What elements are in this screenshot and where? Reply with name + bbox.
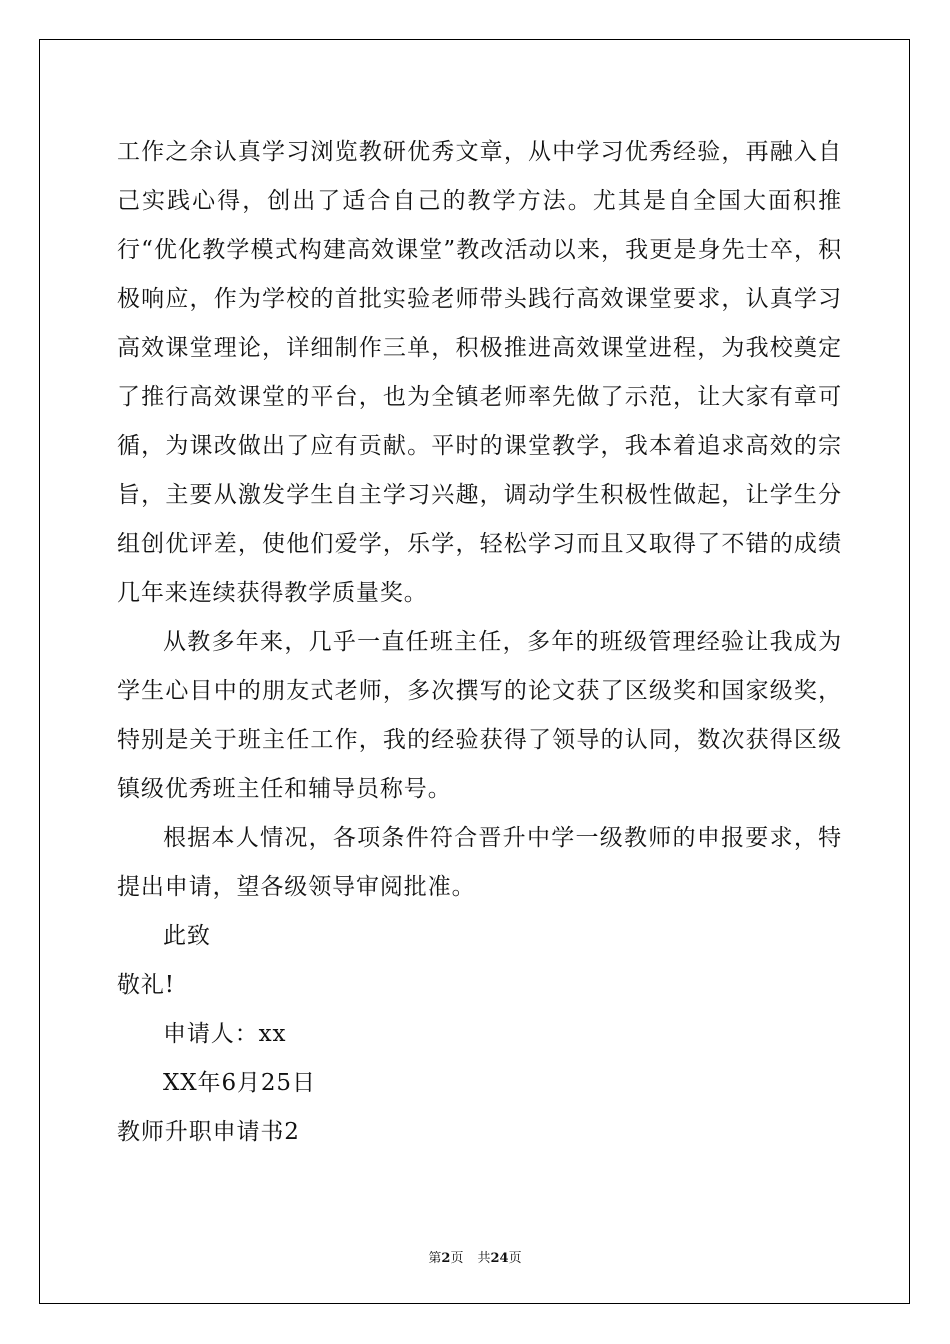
paragraph-application-request: 根据本人情况，各项条件符合晋升中学一级教师的申报要求，特提出申请，望各级领导审阅批准。: [117, 825, 842, 900]
applicant-signature: 申请人：xx: [163, 1021, 287, 1047]
paragraph-teaching-methods: 工作之余认真学习浏览教研优秀文章，从中学习优秀经验，再融入自己实践心得，创出了适合自己的教学方法。尤其是自全国大面积推行“优化教学模式构建高效课堂”教改活动以来，我更是身先士卒，积极响应，作为学校的首批实验老师带头践行高效课堂要求，认真学习高效课堂理论，详细制作三单，积极推进高效课堂进程，为我校奠定了推行高效课堂的平台，也为全镇老师率先做了示范，让大家有章可循，为课改做出了应有贡献。平时的课堂教学，我本着追求高效的宗旨，主要从激发学生自主学习兴趣，调动学生积极性做起，让学生分组创优评差，使他们爱学，乐学，轻松学习而且又取得了不错的成绩几年来连续获得教学质量奖。: [117, 139, 842, 606]
page-footer: [0, 1247, 950, 1266]
closing-line: 此致: [163, 923, 211, 949]
page-number: 2: [441, 1251, 451, 1266]
application-date: XX年6月25日: [163, 1070, 316, 1096]
page-suffix: 页: [450, 1251, 464, 1266]
paragraph-class-management: 从教多年来，几乎一直任班主任，多年的班级管理经验让我成为学生心目中的朋友式老师，多次撰写的论文获了区级奖和国家级奖，特别是关于班主任工作，我的经验获得了领导的认同，数次获得区级镇级优秀班主任和辅导员称号。: [117, 629, 842, 802]
page-prefix: 第: [428, 1251, 442, 1266]
next-document-title: 教师升职申请书2: [117, 1119, 300, 1145]
salute-line: 敬礼!: [117, 972, 175, 998]
document-body: [117, 128, 842, 1157]
total-prefix: 共: [477, 1251, 491, 1266]
total-pages: 24: [490, 1251, 509, 1266]
total-suffix: 页: [508, 1251, 522, 1266]
